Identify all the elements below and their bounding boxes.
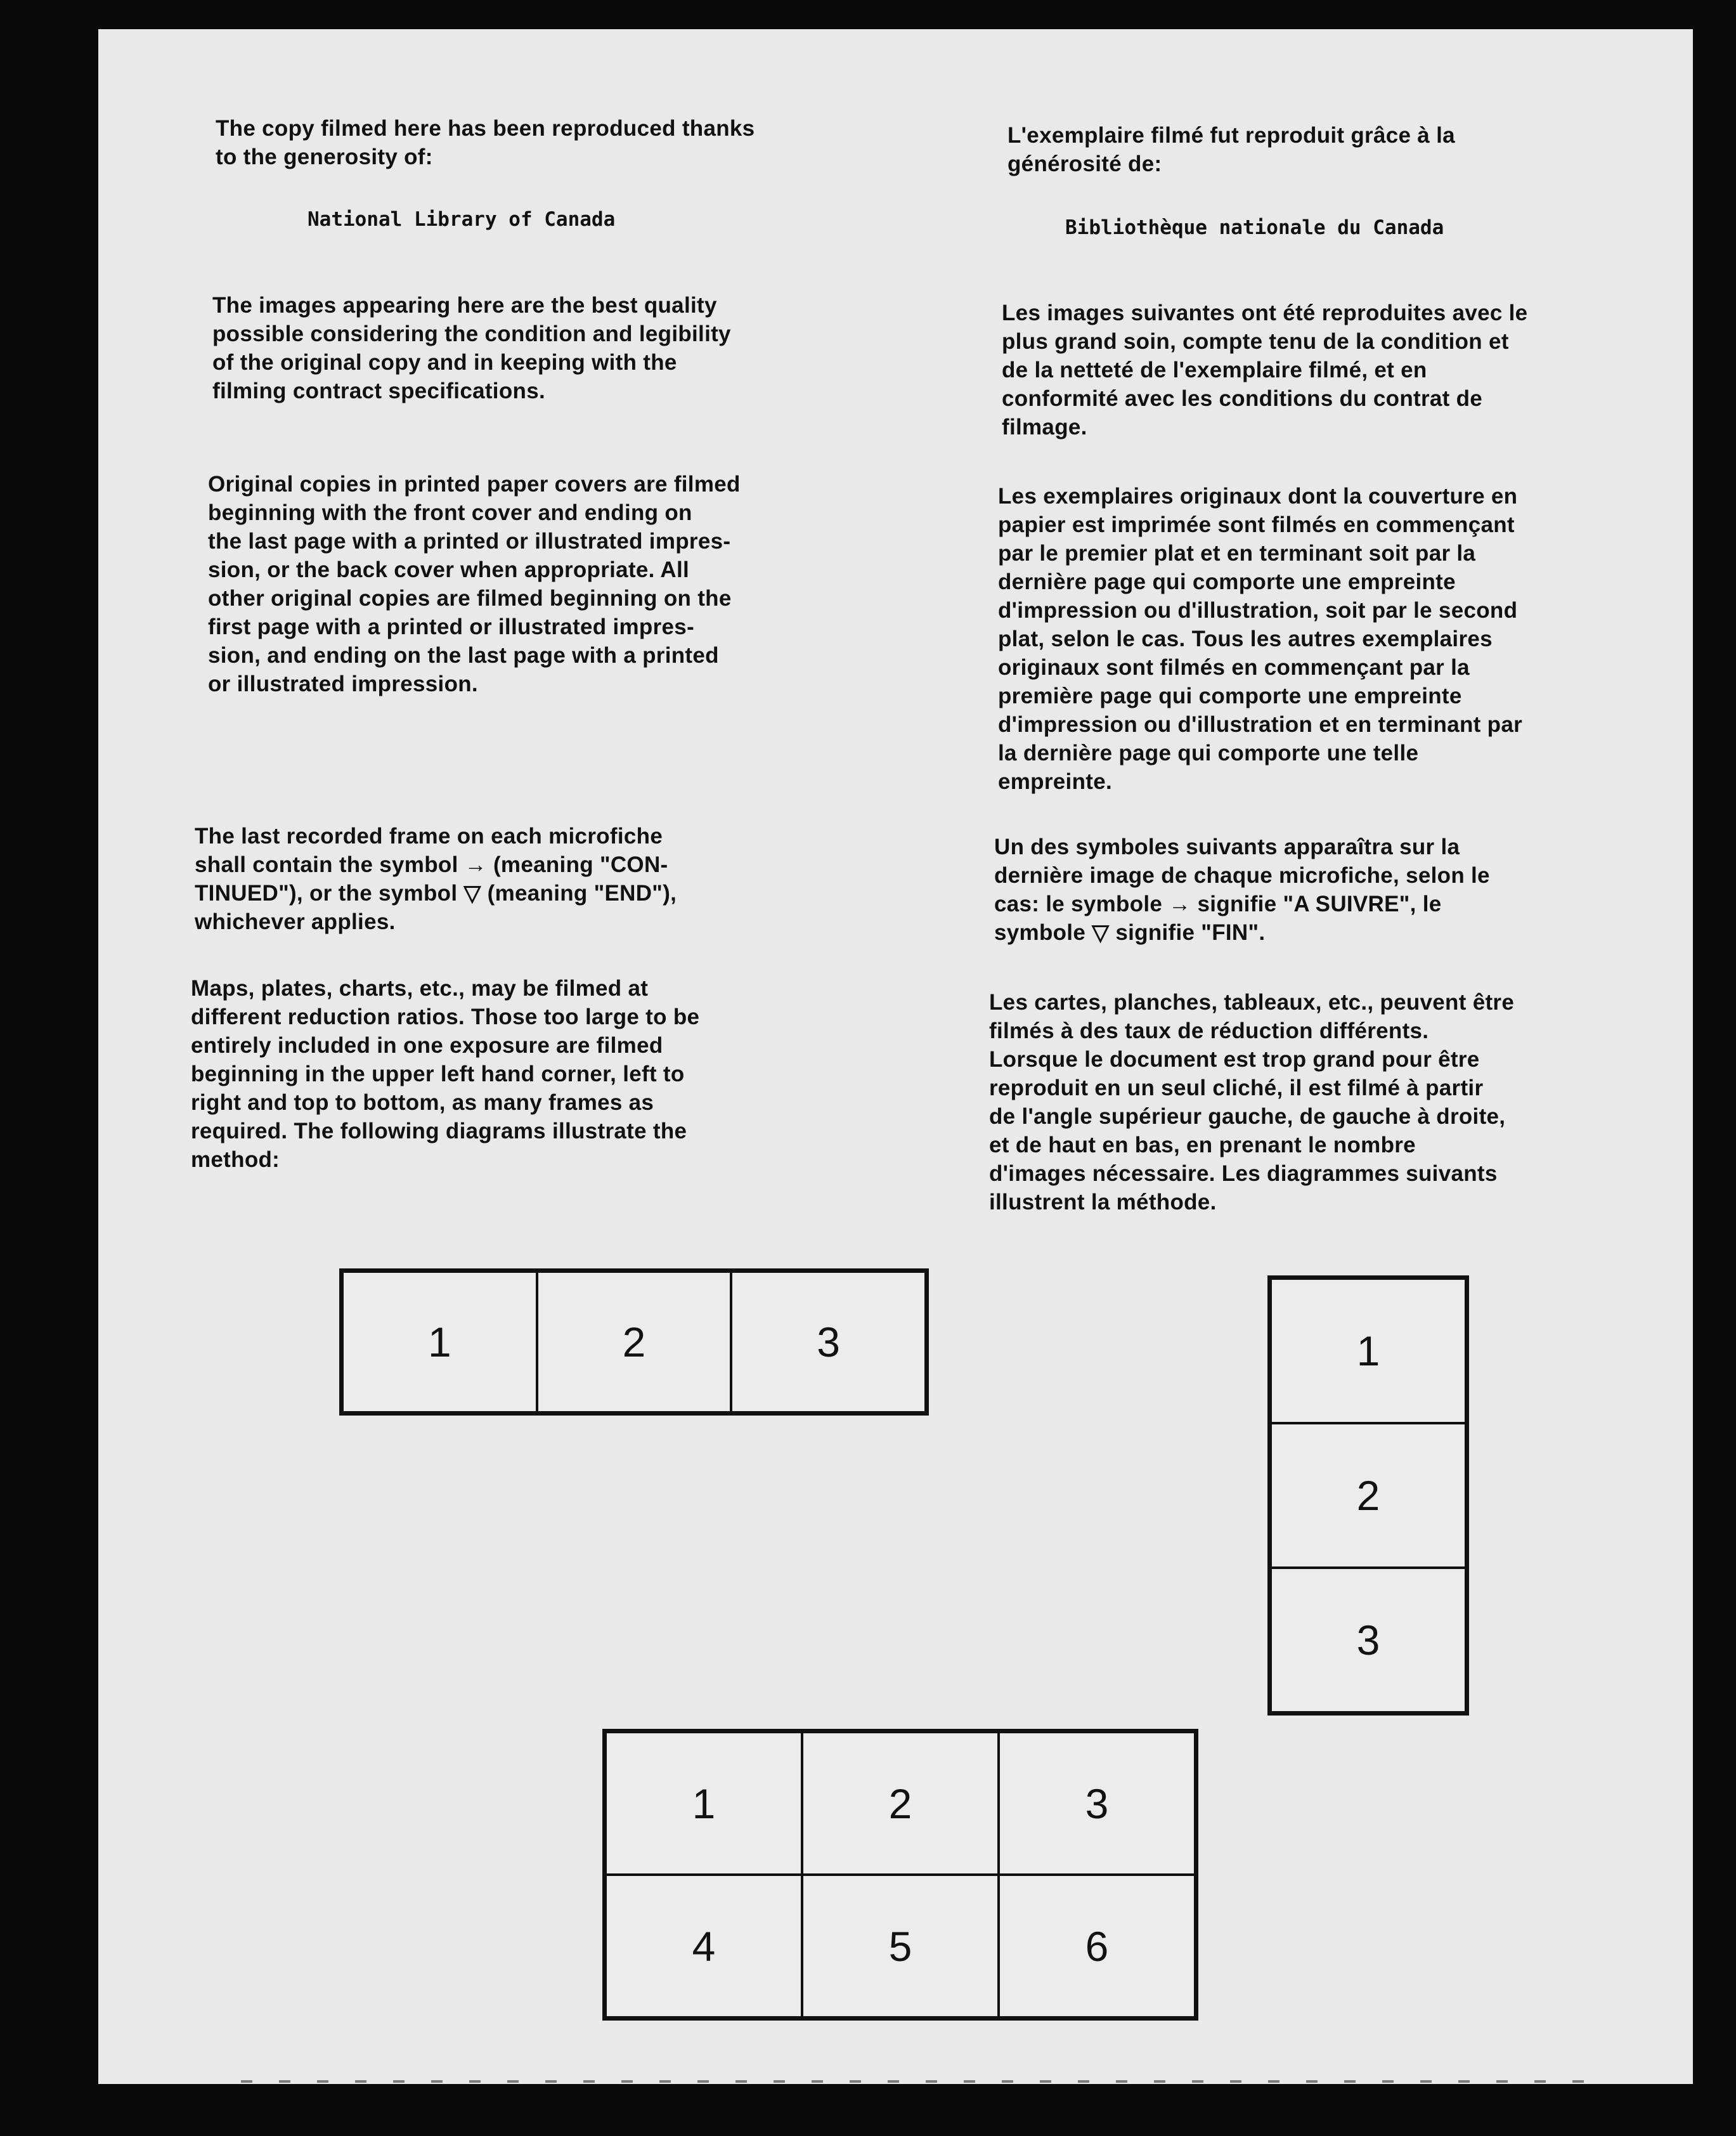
fr-covers-paragraph: Les exemplaires originaux dont la couverture en papier est imprimée sont filmés en commençant par le premier plat et en terminant soit par la dernière page qui comporte une empreinte d'impression ou d'illustration, soit par le second plat, selon le cas. Tous les autres exemplaires originaux sont filmés en commençant par la première page qui comporte une empreinte d'impression ou d'illustration et en terminant par la dernière page qui comporte une telle empreinte. — [998, 484, 1523, 794]
frame-cell: 3 — [1271, 1568, 1466, 1712]
en-intro-text: The copy filmed here has been reproduced thanks to the generosity of: — [216, 116, 755, 169]
fr-symbols-paragraph: Un des symboles suivants apparaîtra sur la dernière image de chaque microfiche, selon le cas: le symbole → signifie "A SUIVRE", le symbole ▽ signifie "FIN". — [994, 835, 1490, 945]
frame-cell: 5 — [802, 1875, 999, 2017]
grid-frames-diagram — [602, 1729, 1198, 2021]
frame-cell: 1 — [606, 1732, 802, 1875]
frame-cell: 6 — [999, 1875, 1195, 2017]
frame-cell: 1 — [342, 1272, 537, 1412]
en-maps-paragraph: Maps, plates, charts, etc., may be filmed at different reduction ratios. Those too large to be entirely included in one exposure are filmed beginning in the upper left hand corner, left to right and top to bottom, as many frames as required. The following diagrams illustrate the method: — [191, 976, 700, 1172]
en-covers-paragraph: Original copies in printed paper covers are filmed beginning with the front cover and ending on the last page with a printed or illustrated impres- sion, or the back cover when appropriate. All other original copies are filmed beginning on the first page with a printed or illustrated impres- sion, and ending on the last page with a printed or illustrated impression. — [208, 472, 741, 696]
frame-cell: 4 — [606, 1875, 802, 2017]
fr-intro-text: L'exemplaire filmé fut reproduit grâce à la générosité de: — [1007, 123, 1455, 176]
frame-cell: 3 — [731, 1272, 926, 1412]
frame-cell: 2 — [1271, 1423, 1466, 1568]
vertical-frames-diagram — [1267, 1275, 1469, 1716]
scan-artifact-line — [241, 2080, 1604, 2083]
frame-cell: 3 — [999, 1732, 1195, 1875]
en-symbols-paragraph: The last recorded frame on each microfiche shall contain the symbol → (meaning "CON- TINUED"), or the symbol ▽ (meaning "END"), whichever applies. — [195, 824, 677, 934]
fr-quality-paragraph: Les images suivantes ont été reproduites avec le plus grand soin, compte tenu de la condition et de la netteté de l'exemplaire filmé, et en conformité avec les conditions du contrat de filmage. — [1002, 301, 1528, 440]
frame-cell: 1 — [1271, 1279, 1466, 1423]
fr-maps-paragraph: Les cartes, planches, tableaux, etc., peuvent être filmés à des taux de réduction différents. Lorsque le document est trop grand pour être reproduit en un seul cliché, il est filmé à partir de l'angle supérieur gauche, de gauche à droite, et de haut en bas, en prenant le nombre d'images nécessaire. Les diagrammes suivants illustrent la méthode. — [989, 990, 1515, 1215]
horizontal-frames-diagram — [339, 1268, 929, 1416]
frame-cell: 2 — [537, 1272, 732, 1412]
fr-institution-name: Bibliothèque nationale du Canada — [1065, 216, 1444, 239]
en-institution-name: National Library of Canada — [308, 208, 616, 231]
document-page — [98, 29, 1693, 2084]
frame-cell: 2 — [802, 1732, 999, 1875]
en-quality-paragraph: The images appearing here are the best quality possible considering the condition and legibility of the original copy and in keeping with the filming contract specifications. — [212, 293, 731, 403]
